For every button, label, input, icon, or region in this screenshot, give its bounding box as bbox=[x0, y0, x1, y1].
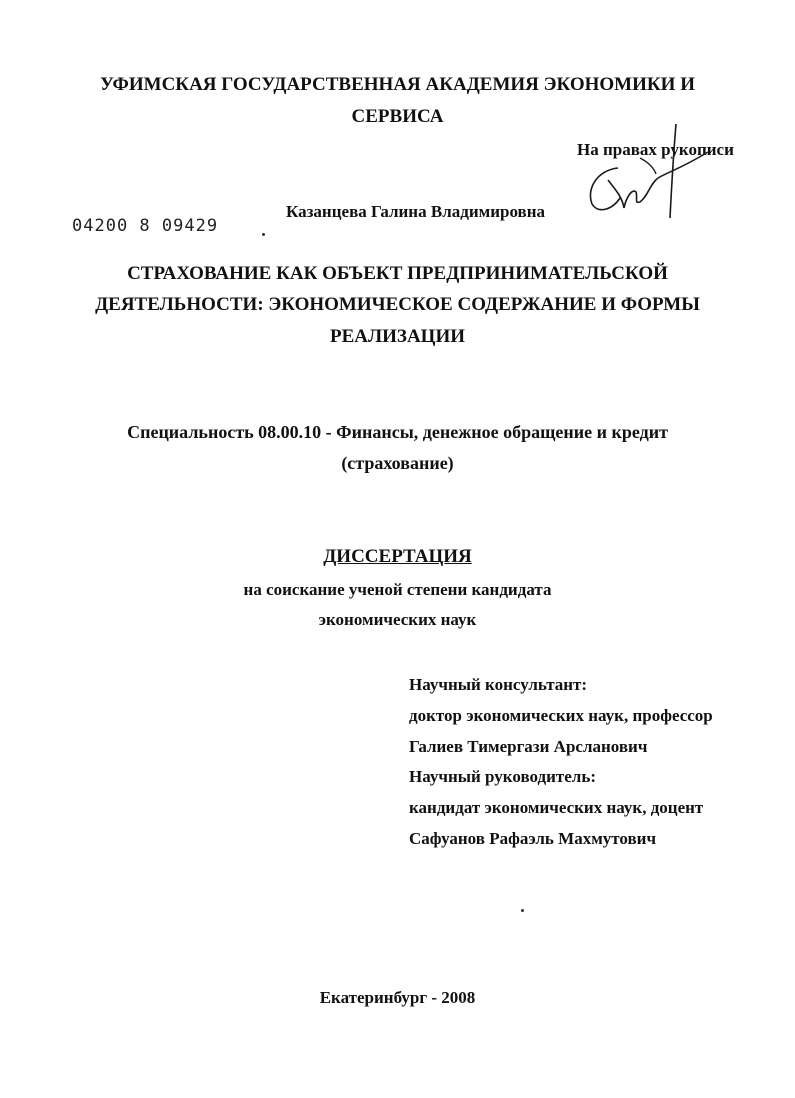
rights-note: На правах рукописи bbox=[577, 140, 734, 159]
consultant-name: Галиев Тимергази Арсланович bbox=[409, 737, 648, 756]
title-line-1: СТРАХОВАНИЕ КАК ОБЪЕКТ ПРЕДПРИНИМАТЕЛЬСКОЙ bbox=[127, 263, 668, 284]
archive-stamp-number: 04200 8 09429 bbox=[72, 216, 219, 236]
author-name: Казанцева Галина Владимировна bbox=[286, 202, 546, 221]
dissertation-heading: ДИССЕРТАЦИЯ bbox=[323, 546, 472, 567]
advisor-degree: кандидат экономических наук, доцент bbox=[409, 798, 704, 817]
scan-speck bbox=[262, 233, 265, 236]
title-line-3: РЕАЛИЗАЦИИ bbox=[329, 326, 466, 347]
institution-line-2: СЕРВИСА bbox=[351, 106, 444, 127]
institution-line-1: УФИМСКАЯ ГОСУДАРСТВЕННАЯ АКАДЕМИЯ ЭКОНОМИКИ И bbox=[100, 74, 695, 95]
title-line-2: ДЕЯТЕЛЬНОСТИ: ЭКОНОМИЧЕСКОЕ СОДЕРЖАНИЕ И ФОРМЫ bbox=[95, 294, 700, 315]
specialty-line-2: (страхование) bbox=[341, 453, 454, 473]
scan-speck bbox=[521, 909, 524, 912]
degree-line-2: экономических наук bbox=[318, 610, 477, 629]
consultant-degree: доктор экономических наук, профессор bbox=[409, 706, 713, 725]
consultant-label: Научный консультант: bbox=[409, 675, 588, 694]
advisor-name: Сафуанов Рафаэль Махмутович bbox=[409, 829, 657, 848]
advisor-label: Научный руководитель: bbox=[409, 767, 596, 786]
place-and-year: Екатеринбург - 2008 bbox=[319, 988, 476, 1007]
handwritten-signature bbox=[578, 118, 728, 228]
degree-line-1: на соискание ученой степени кандидата bbox=[243, 580, 552, 599]
specialty-line-1: Специальность 08.00.10 - Финансы, денежное обращение и кредит bbox=[127, 422, 668, 442]
